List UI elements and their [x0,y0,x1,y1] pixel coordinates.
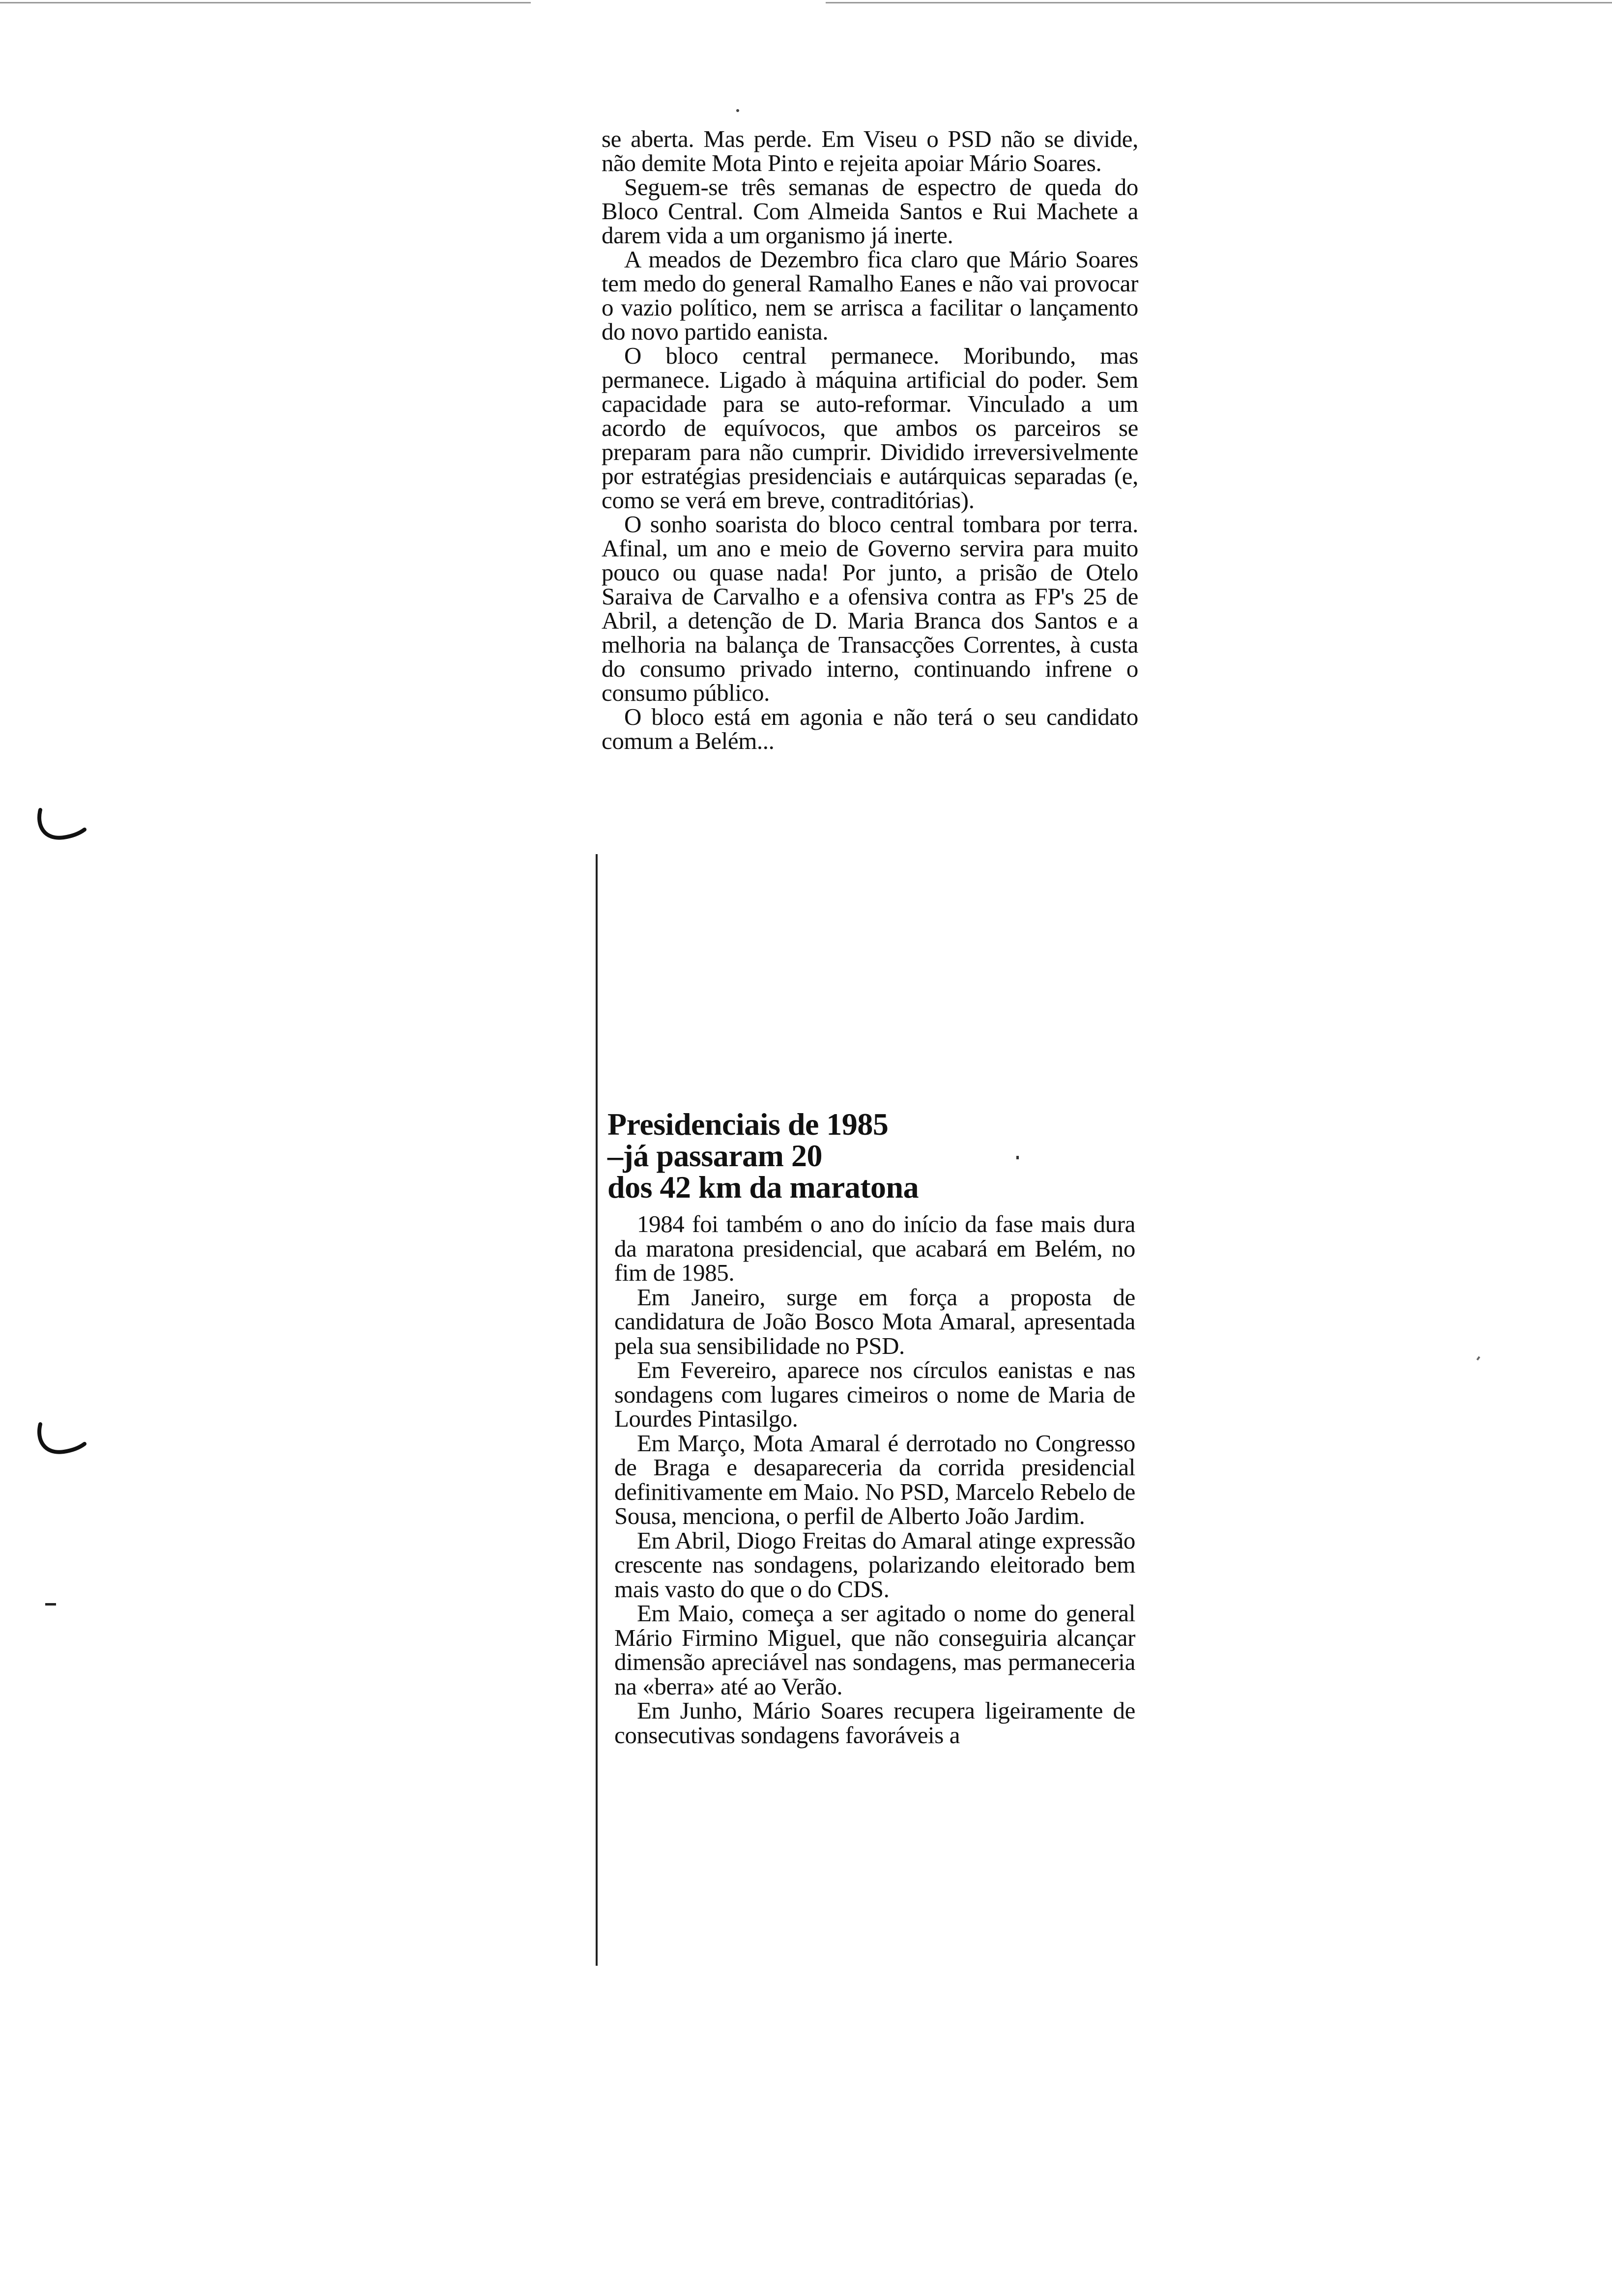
paragraph: Em Abril, Diogo Freitas do Amaral atinge expressão crescente nas sondagens, polarizando eleitorado bem mais vasto do que o do CDS. [614,1526,1135,1603]
paragraph: Em Fevereiro, aparece nos círculos eanistas e nas sondagens com lugares cimeiros o nome de Maria de Lourdes Pintasilgo. [614,1356,1135,1432]
margin-dash-mark [45,1603,56,1606]
scan-line-right [826,2,1612,3]
paragraph: A meados de Dezembro fica claro que Mário Soares tem medo do general Ramalho Eanes e não vai provocar o vazio político, nem se arrisca a facilitar o lançamento do novo partido eanista. [602,246,1138,345]
article-column-top [602,127,1138,753]
punch-hole-mark-lower [29,1420,93,1464]
paragraph: Em Maio, começa a ser agitado o nome do general Mário Firmino Miguel, que não conseguiria alcançar dimensão apreciável nas sondagens, mas permaneceria na «berra» até ao Verão. [614,1600,1135,1700]
paragraph: O sonho soarista do bloco central tombara por terra. Afinal, um ano e meio de Governo servira para muito pouco ou quase nada! Por junto, a prisão de Otelo Saraiva de Carvalho e a ofensiva contra as FP's 25 de Abril, a detenção de D. Maria Branca dos Santos e a melhoria na balança de Transacções Correntes, à custa do consumo privado interno, continuando infrene o consumo público. [602,511,1138,706]
paragraph: O bloco central permanece. Moribundo, mas permanece. Ligado à máquina artificial do poder. Sem capacidade para se auto-reformar. Vinculado a um acordo de equívocos, que ambos os parceiros se preparam para não cumprir. Dividido irreversivelmente por estratégias presidenciais e autárquicas separadas (e, como se verá em breve, contraditórias). [602,342,1138,514]
heading-line: –já passaram 20 [607,1138,822,1173]
punch-hole-mark-upper [29,806,93,850]
paragraph: Em Março, Mota Amaral é derrotado no Congresso de Braga e desapareceria da corrida presidencial definitivamente em Maio. No PSD, Marcelo Rebelo de Sousa, menciona, o perfil de Alberto João Jardim. [614,1429,1135,1529]
speck [736,109,739,112]
paragraph: Em Janeiro, surge em força a proposta de candidatura de João Bosco Mota Amaral, apresentada pela sua sensibilidade no PSD. [614,1283,1135,1359]
paragraph: O bloco está em agonia e não terá o seu candidato comum a Belém... [602,703,1138,754]
paragraph: se aberta. Mas perde. Em Viseu o PSD não se divide, não demite Mota Pinto e rejeita apoiar Mário Soares. [602,125,1138,176]
scan-line-left [0,2,531,3]
heading-line: Presidenciais de 1985 [607,1107,889,1142]
heading-line: dos 42 km da maratona [607,1170,919,1205]
column-rule [596,854,598,1966]
article-column-bottom [614,1212,1135,1747]
speck [1476,1356,1480,1361]
paragraph: Seguem-se três semanas de espectro de queda do Bloco Central. Com Almeida Santos e Rui Machete a darem vida a um organismo já inerte. [602,173,1138,249]
section-heading [607,1109,1050,1203]
paragraph: Em Junho, Mário Soares recupera ligeiramente de consecutivas sondagens favoráveis a [614,1697,1135,1749]
paragraph: 1984 foi também o ano do início da fase mais dura da maratona presidencial, que acabará em Belém, no fim de 1985. [614,1210,1135,1286]
speck [1016,1156,1019,1159]
